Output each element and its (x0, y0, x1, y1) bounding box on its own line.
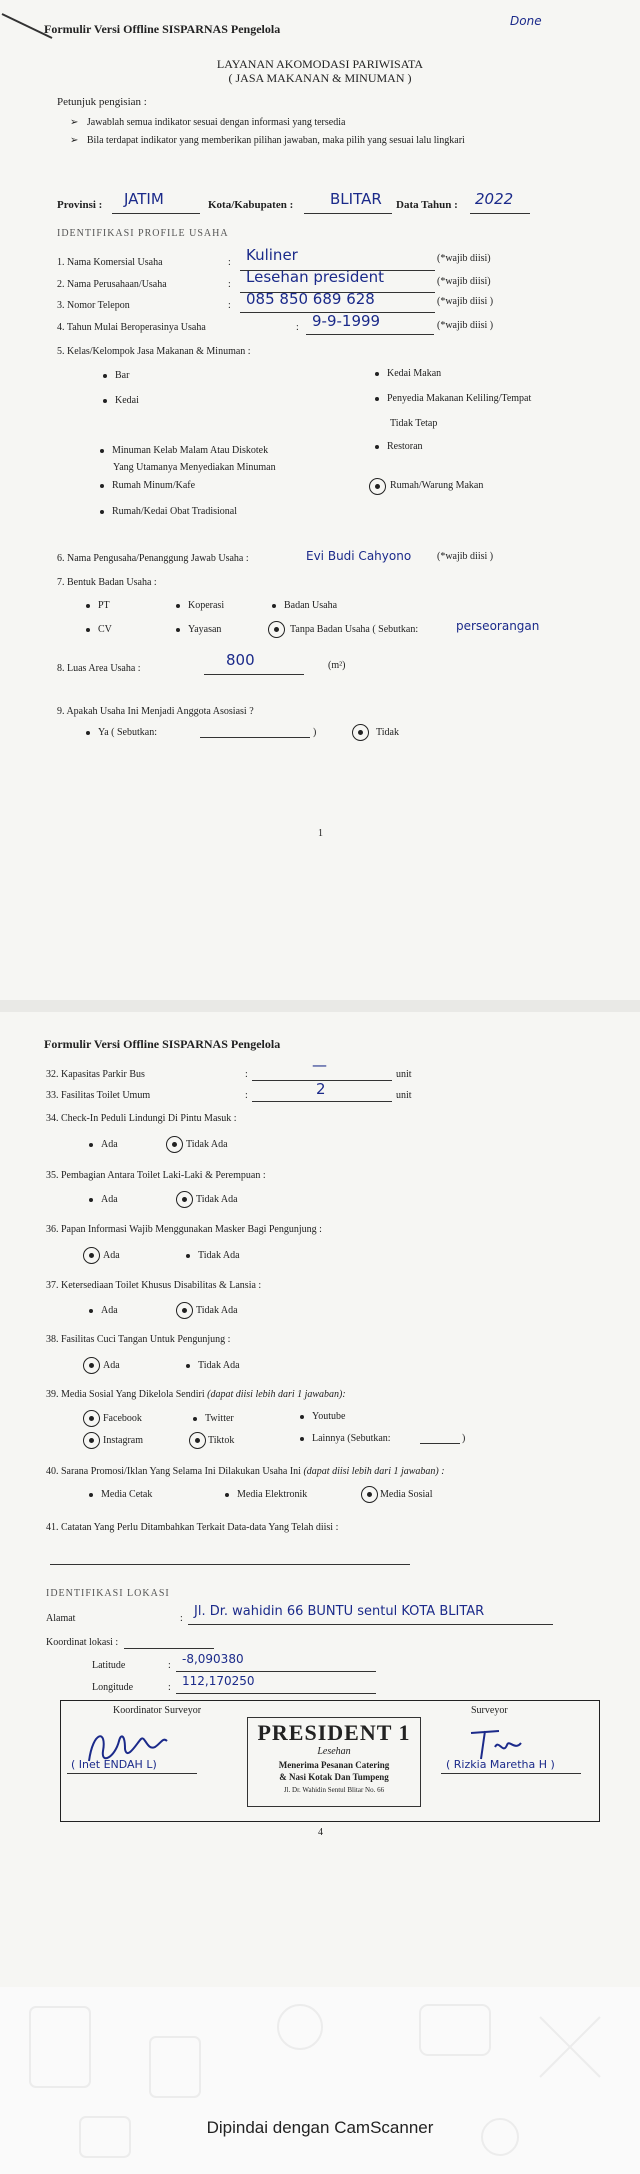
q36-opt-ada[interactable]: Ada (103, 1250, 120, 1261)
q37-opt-tidak-ada[interactable]: Tidak Ada (196, 1305, 238, 1316)
q8-label: 8. Luas Area Usaha : (57, 663, 141, 674)
q1-colon: : (228, 257, 231, 268)
latitude-label: Latitude (92, 1660, 126, 1671)
opt-restoran[interactable]: Restoran (375, 441, 423, 452)
selected-circle-icon (361, 1486, 378, 1503)
opt-youtube[interactable]: Youtube (300, 1411, 345, 1422)
bullet-icon (193, 1417, 197, 1421)
q4-value[interactable]: 9-9-1999 (312, 312, 381, 330)
opt-cv[interactable]: CV (86, 624, 112, 635)
longitude-label: Longitude (92, 1682, 134, 1693)
q1-required: (*wajib diisi) (437, 253, 491, 264)
selected-circle-icon (369, 478, 386, 495)
tahun-label: Data Tahun : (396, 199, 458, 211)
q5-label: 5. Kelas/Kelompok Jasa Makanan & Minuman : (57, 346, 251, 357)
q36-label: 36. Papan Informasi Wajib Menggunakan Masker Bagi Pengunjung : (46, 1224, 322, 1235)
provinsi-label: Provinsi : (57, 199, 103, 211)
opt-tiktok[interactable]: Tiktok (208, 1435, 235, 1446)
selected-circle-icon (189, 1432, 206, 1449)
opt-media-sosial[interactable]: Media Sosial (380, 1489, 433, 1500)
section-lokasi-heading: IDENTIFIKASI LOKASI (46, 1588, 170, 1599)
opt-minuman-line2: Yang Utamanya Menyediakan Minuman (113, 462, 276, 473)
selected-circle-icon (166, 1136, 183, 1153)
bullet-icon (272, 604, 276, 608)
q37-label: 37. Ketersediaan Toilet Khusus Disabilitas & Lansia : (46, 1280, 262, 1291)
opt-badan-usaha[interactable]: Badan Usaha (272, 600, 337, 611)
q2-label: 2. Nama Perusahaan/Usaha (57, 279, 167, 290)
q3-colon: : (228, 300, 231, 311)
q36-opt-tidak-ada[interactable]: Tidak Ada (186, 1250, 240, 1261)
q32-colon: : (245, 1069, 248, 1080)
q4-line (306, 334, 434, 335)
q4-colon: : (296, 322, 299, 333)
q41-label: 41. Catatan Yang Perlu Ditambahkan Terkait Data-data Yang Telah diisi : (46, 1522, 339, 1533)
q32-label: 32. Kapasitas Parkir Bus (46, 1069, 145, 1080)
opt-koperasi[interactable]: Koperasi (176, 600, 224, 611)
opt-tidak[interactable]: Tidak (376, 727, 399, 738)
bullet-icon (300, 1437, 304, 1441)
bullet-icon (86, 604, 90, 608)
form-header-title: Formulir Versi Offline SISPARNAS Pengelola (44, 1037, 281, 1051)
koordinat-line (124, 1648, 214, 1649)
opt-lainnya[interactable]: Lainnya (Sebutkan: (300, 1433, 391, 1444)
form-page-4 (0, 1012, 640, 1987)
q4-required: (*wajib diisi ) (437, 320, 494, 331)
form-title: LAYANAN AKOMODASI PARIWISATA (216, 57, 424, 71)
q3-value[interactable]: 085 850 689 628 (246, 290, 375, 308)
bullet-icon (100, 449, 104, 453)
q3-label: 3. Nomor Telepon (57, 300, 130, 311)
page-number: 4 (318, 1827, 323, 1838)
q38-label: 38. Fasilitas Cuci Tangan Untuk Pengunjung : (46, 1334, 231, 1345)
provinsi-line (112, 213, 200, 214)
bullet-icon (89, 1198, 93, 1202)
q8-value[interactable]: 800 (226, 651, 255, 669)
bullet-icon (186, 1364, 190, 1368)
opt-ya[interactable]: Ya ( Sebutkan: (86, 727, 157, 738)
q37-opt-ada[interactable]: Ada (89, 1305, 118, 1316)
watermark-pattern-icon (0, 1987, 640, 2174)
selected-circle-icon (83, 1432, 100, 1449)
opt-ya-close: ) (313, 727, 317, 738)
q2-value[interactable]: Lesehan president (246, 268, 385, 286)
surveyor-label: Surveyor (471, 1705, 508, 1716)
bullet-icon (176, 604, 180, 608)
q6-value[interactable]: Evi Budi Cahyono (306, 549, 412, 563)
q32-unit: unit (396, 1069, 412, 1080)
alamat-line (188, 1624, 553, 1625)
stamp-line-1: Menerima Pesanan Catering (278, 1760, 390, 1770)
scanner-footer (0, 1987, 640, 2174)
selected-circle-icon (83, 1410, 100, 1427)
form-page-1 (0, 0, 640, 1000)
q38-opt-tidak-ada[interactable]: Tidak Ada (186, 1360, 240, 1371)
q33-value[interactable]: 2 (316, 1080, 326, 1098)
q2-colon: : (228, 279, 231, 290)
q38-opt-ada[interactable]: Ada (103, 1360, 120, 1371)
q33-label: 33. Fasilitas Toilet Umum (46, 1090, 151, 1101)
koordinator-label: Koordinator Surveyor (113, 1705, 202, 1716)
q33-colon: : (245, 1090, 248, 1101)
koordinator-sign-line (67, 1773, 197, 1774)
tahun-line (470, 213, 530, 214)
q33-line (252, 1101, 392, 1102)
selected-circle-icon (352, 724, 369, 741)
bullet-icon (100, 484, 104, 488)
q35-opt-tidak-ada[interactable]: Tidak Ada (196, 1194, 238, 1205)
lainnya-close: ) (462, 1433, 466, 1444)
bullet-icon (375, 397, 379, 401)
instruction-1: ➢ Jawablah semua indikator sesuai dengan informasi yang tersedia (70, 117, 346, 128)
form-header-title: Formulir Versi Offline SISPARNAS Pengelola (44, 22, 281, 36)
q1-value[interactable]: Kuliner (246, 246, 298, 264)
surveyor-name: ( Rizkia Maretha H ) (446, 1758, 555, 1771)
done-note: Done (510, 14, 542, 28)
bullet-icon (300, 1415, 304, 1419)
alamat-label: Alamat (46, 1613, 76, 1624)
q34-opt-tidak-ada[interactable]: Tidak Ada (186, 1139, 228, 1150)
q40-label: 40. Sarana Promosi/Iklan Yang Selama Ini Dilakukan Usaha Ini (dapat diisi lebih dari 1 jawaban) : (46, 1466, 445, 1477)
longitude-value[interactable]: 112,170250 (182, 1674, 255, 1688)
selected-circle-icon (268, 621, 285, 638)
opt-kedai-makan[interactable]: Kedai Makan (375, 368, 441, 379)
opt-penyedia-line2: Tidak Tetap (390, 418, 438, 429)
selected-circle-icon (83, 1247, 100, 1264)
q41-line[interactable] (50, 1564, 410, 1565)
selected-circle-icon (176, 1302, 193, 1319)
stamp-subtitle: Lesehan (317, 1746, 351, 1757)
selected-circle-icon (83, 1357, 100, 1374)
bullet-icon (186, 1254, 190, 1258)
q4-label: 4. Tahun Mulai Beroperasinya Usaha (57, 322, 206, 333)
bullet-icon (103, 374, 107, 378)
q2-required: (*wajib diisi) (437, 276, 491, 287)
opt-media-elektronik[interactable]: Media Elektronik (225, 1489, 307, 1500)
opt-facebook[interactable]: Facebook (103, 1413, 142, 1424)
q9-label: 9. Apakah Usaha Ini Menjadi Anggota Asosiasi ? (57, 706, 254, 717)
opt-tanpa-badan[interactable]: Tanpa Badan Usaha ( Sebutkan: (290, 624, 419, 635)
tahun-value[interactable]: 2022 (475, 190, 514, 208)
kota-value[interactable]: BLITAR (330, 190, 382, 208)
q39-label: 39. Media Sosial Yang Dikelola Sendiri (dapat diisi lebih dari 1 jawaban): (46, 1389, 346, 1400)
q3-required: (*wajib diisi ) (437, 296, 494, 307)
bullet-icon (176, 628, 180, 632)
section-profile-heading: IDENTIFIKASI PROFILE USAHA (57, 228, 229, 239)
opt-minuman[interactable]: Minuman Kelab Malam Atau Diskotek (100, 445, 268, 456)
bullet-icon (100, 510, 104, 514)
q35-opt-ada[interactable]: Ada (89, 1194, 118, 1205)
kota-line (304, 213, 392, 214)
q6-label: 6. Nama Pengusaha/Penanggung Jawab Usaha : (57, 553, 249, 564)
selected-circle-icon (176, 1191, 193, 1208)
stamp-line-3: Jl. Dr. Wahidin Sentul Blitar No. 66 (283, 1786, 385, 1794)
q32-value[interactable]: — (312, 1056, 327, 1074)
bullet-icon (103, 399, 107, 403)
q34-label: 34. Check-In Peduli Lindungi Di Pintu Masuk : (46, 1113, 237, 1124)
q33-unit: unit (396, 1090, 412, 1101)
alamat-colon: : (180, 1613, 183, 1624)
opt-penyedia[interactable]: Penyedia Makanan Keliling/Tempat (375, 393, 531, 404)
opt-media-cetak[interactable]: Media Cetak (89, 1489, 152, 1500)
instruction-2: ➢ Bila terdapat indikator yang memberikan pilihan jawaban, maka pilih yang sesuai lalu lingkari (70, 135, 465, 146)
bullet-icon (89, 1493, 93, 1497)
opt-bar[interactable]: Bar (103, 370, 129, 381)
q7-value[interactable]: perseorangan (456, 619, 540, 633)
q8-line (204, 674, 304, 675)
opt-rumah-makan[interactable]: Rumah/Warung Makan (390, 480, 484, 491)
stamp-line-2: & Nasi Kotak Dan Tumpeng (279, 1772, 389, 1782)
stamp-title: PRESIDENT 1 (257, 1720, 411, 1745)
bullet-icon (86, 731, 90, 735)
opt-instagram[interactable]: Instagram (103, 1435, 143, 1446)
bullet-icon (375, 372, 379, 376)
page-number: 1 (318, 828, 323, 839)
q1-label: 1. Nama Komersial Usaha (57, 257, 163, 268)
bullet-icon (89, 1309, 93, 1313)
longitude-colon: : (168, 1682, 171, 1693)
kota-label: Kota/Kabupaten : (208, 199, 294, 211)
signature-box (60, 1700, 600, 1822)
surveyor-sign-line (441, 1773, 581, 1774)
q9-line (200, 737, 310, 738)
bullet-icon (225, 1493, 229, 1497)
bullet-icon (86, 628, 90, 632)
alamat-value[interactable]: Jl. Dr. wahidin 66 BUNTU sentul KOTA BLITAR (194, 1604, 485, 1619)
bullet-icon (89, 1143, 93, 1147)
instructions-label: Petunjuk pengisian : (57, 96, 147, 108)
business-stamp (247, 1717, 421, 1807)
latitude-line (176, 1671, 376, 1672)
lainnya-line (420, 1443, 460, 1444)
latitude-colon: : (168, 1660, 171, 1671)
bullet-icon (375, 445, 379, 449)
opt-rumah-minum[interactable]: Rumah Minum/Kafe (100, 480, 195, 491)
q7-label: 7. Bentuk Badan Usaha : (57, 577, 157, 588)
q35-label: 35. Pembagian Antara Toilet Laki-Laki & Perempuan : (46, 1170, 266, 1181)
longitude-line (176, 1693, 376, 1694)
q8-unit: (m²) (328, 660, 346, 671)
q6-required: (*wajib diisi ) (437, 551, 494, 562)
koordinat-label: Koordinat lokasi : (46, 1637, 119, 1648)
q34-opt-ada[interactable]: Ada (89, 1139, 118, 1150)
form-subtitle: ( JASA MAKANAN & MINUMAN ) (228, 71, 412, 85)
opt-pt[interactable]: PT (86, 600, 110, 611)
koordinator-name: ( Inet ENDAH L) (71, 1758, 157, 1771)
provinsi-value[interactable]: JATIM (124, 190, 164, 208)
opt-kedai[interactable]: Kedai (103, 395, 139, 406)
opt-twitter[interactable]: Twitter (193, 1413, 234, 1424)
latitude-value[interactable]: -8,090380 (182, 1652, 244, 1666)
opt-obat[interactable]: Rumah/Kedai Obat Tradisional (100, 506, 237, 517)
camscanner-label: Dipindai dengan CamScanner (206, 2118, 434, 2137)
opt-yayasan[interactable]: Yayasan (176, 624, 221, 635)
